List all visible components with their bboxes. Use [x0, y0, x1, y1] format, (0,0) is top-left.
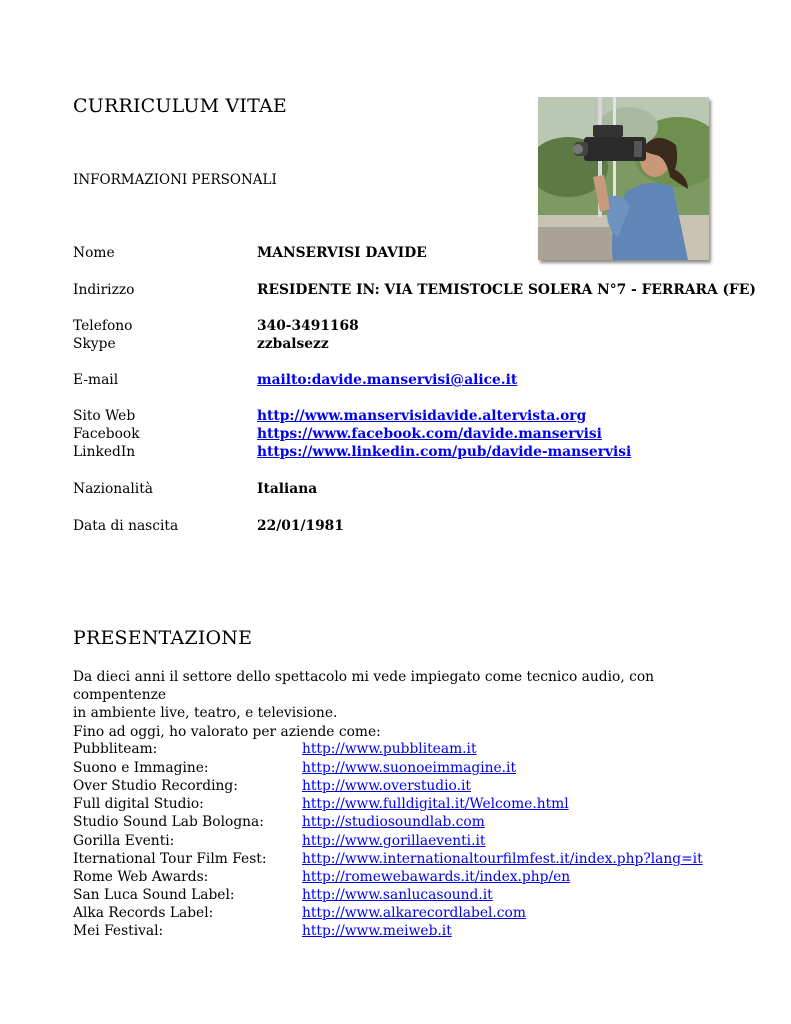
info-value-birthdate: 22/01/1981 [257, 518, 344, 534]
facebook-link[interactable]: https://www.facebook.com/davide.manservisi [257, 426, 602, 442]
company-link[interactable]: http://www.pubbliteam.it [302, 741, 477, 757]
info-value-name: MANSERVISI DAVIDE [257, 245, 427, 261]
info-value-address: RESIDENTE IN: VIA TEMISTOCLE SOLERA N°7 - FERRARA (FE) [257, 282, 756, 298]
info-label: Skype [73, 336, 116, 352]
info-value-facebook-wrap [257, 425, 602, 443]
website-link[interactable]: http://www.manservisidavide.altervista.org [257, 408, 587, 424]
company-name: Gorilla Eventi: [73, 833, 175, 849]
document-title: CURRICULUM VITAE [73, 95, 287, 117]
company-link[interactable]: http://studiosoundlab.com [302, 814, 485, 830]
info-label: Indirizzo [73, 282, 135, 298]
company-link[interactable]: http://www.fulldigital.it/Welcome.html [302, 796, 569, 812]
company-name: Full digital Studio: [73, 796, 204, 812]
info-label: Sito Web [73, 408, 136, 424]
company-name: Alka Records Label: [73, 905, 214, 921]
presentation-line: Da dieci anni il settore dello spettacolo mi vede impiegato come tecnico audio, con compentenze [73, 669, 655, 704]
info-label: Nome [73, 245, 115, 261]
info-value-skype: zzbalsezz [257, 336, 329, 352]
person-with-camera-photo [538, 97, 709, 260]
presentation-line: in ambiente live, teatro, e televisione. [73, 705, 338, 722]
company-name: Suono e Immagine: [73, 760, 209, 776]
company-link[interactable]: http://romewebawards.it/index.php/en [302, 869, 571, 885]
info-label: Data di nascita [73, 518, 179, 534]
info-label: Nazionalità [73, 481, 153, 497]
section-title-presentation: PRESENTAZIONE [73, 627, 253, 649]
info-label: Telefono [73, 318, 133, 334]
company-link[interactable]: http://www.sanlucasound.it [302, 887, 493, 903]
company-name: Over Studio Recording: [73, 778, 238, 794]
info-value-email-wrap [257, 371, 517, 389]
company-link[interactable]: http://www.meiweb.it [302, 923, 452, 939]
company-link[interactable]: http://www.internationaltourfilmfest.it/index.php?lang=it [302, 851, 703, 867]
email-link[interactable]: mailto:davide.manservisi@alice.it [257, 372, 518, 388]
company-link[interactable]: http://www.suonoeimmagine.it [302, 760, 516, 776]
company-name: Pubbliteam: [73, 741, 158, 757]
company-link[interactable]: http://www.overstudio.it [302, 778, 471, 794]
company-name: Rome Web Awards: [73, 869, 209, 885]
info-value-linkedin-wrap [257, 443, 631, 461]
company-link[interactable]: http://www.alkarecordlabel.com [302, 905, 526, 921]
info-value-phone: 340-3491168 [257, 318, 359, 334]
linkedin-link[interactable]: https://www.linkedin.com/pub/davide-manservisi [257, 444, 632, 460]
company-name: San Luca Sound Label: [73, 887, 235, 903]
presentation-line: Fino ad oggi, ho valorato per aziende come: [73, 723, 381, 740]
company-name: Mei Festival: [73, 923, 164, 939]
info-value-website-wrap [257, 407, 586, 425]
info-label: LinkedIn [73, 444, 136, 460]
company-link[interactable]: http://www.gorillaeventi.it [302, 833, 486, 849]
info-value-nationality: Italiana [257, 481, 318, 497]
company-name: Studio Sound Lab Bologna: [73, 814, 264, 830]
section-label-personal-info: INFORMAZIONI PERSONALI [73, 172, 277, 188]
info-label: E-mail [73, 372, 119, 388]
company-name: Iternational Tour Film Fest: [73, 851, 267, 867]
info-label: Facebook [73, 426, 140, 442]
presentation-paragraph [73, 668, 733, 741]
